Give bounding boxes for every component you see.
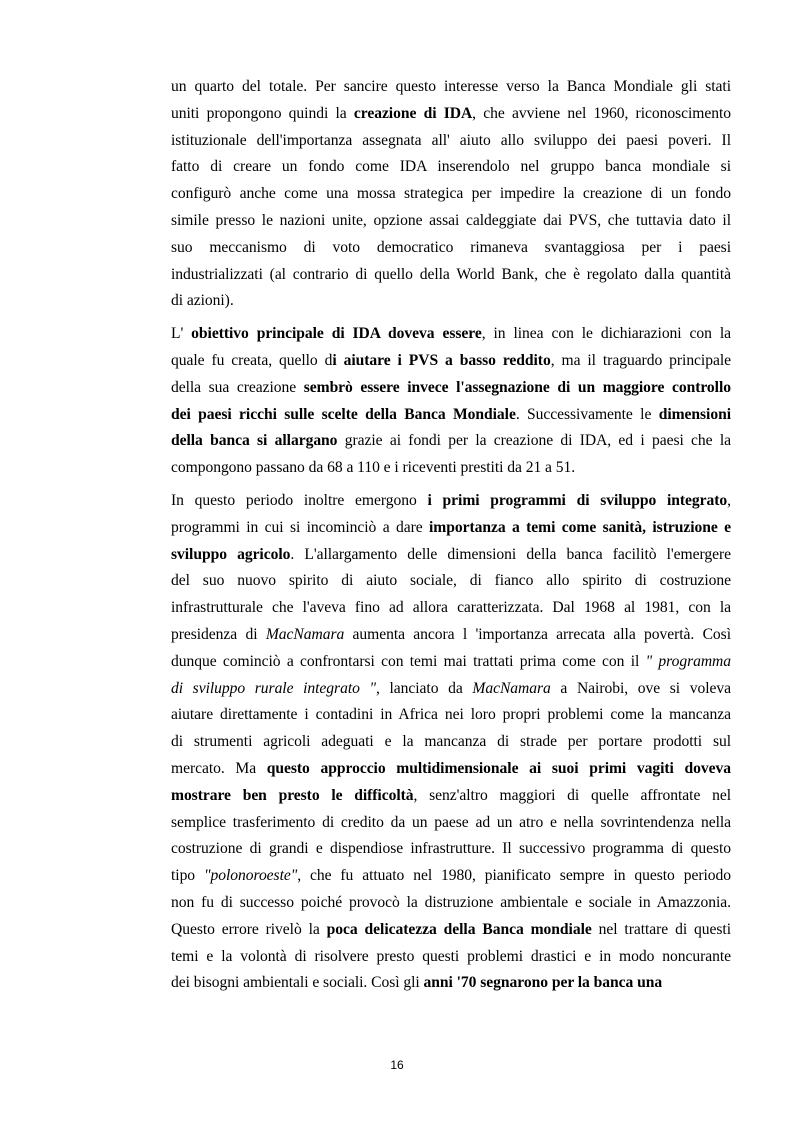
paragraph-ida-creation xyxy=(171,74,731,315)
text-run: presidenza di xyxy=(171,625,266,643)
text-run: . L'allargamento delle dimensioni della banca facilitò l'emergere xyxy=(290,545,731,563)
text-run: In questo periodo inoltre emergono xyxy=(171,491,428,509)
text-line xyxy=(171,321,731,348)
text-run: infrastrutturale che l'aveva fino ad allora caratterizzata. Dal 1968 al 1981, con la xyxy=(171,599,731,617)
text-run: grazie ai fondi per la creazione di IDA, ed i paesi che la xyxy=(337,432,731,450)
text-line xyxy=(171,836,731,863)
text-run: , in linea con le dichiarazioni con la xyxy=(481,325,731,343)
text-line xyxy=(171,649,731,676)
text-run: a Nairobi, ove si voleva xyxy=(550,679,731,697)
text-line xyxy=(171,944,731,971)
text-run: semplice trasferimento di credito da un paese ad un atro e nella sovrintendenza nella xyxy=(171,813,731,831)
text-run: compongono passano da 68 a 110 e i riceventi prestiti da 21 a 51. xyxy=(171,459,576,477)
text-line xyxy=(171,702,731,729)
bold-text: poca delicatezza della Banca mondiale xyxy=(326,920,592,938)
text-run: aumenta ancora l 'importanza arrecata alla povertà. Così xyxy=(344,625,731,643)
text-line xyxy=(171,917,731,944)
bold-text: anni '70 segnarono per la banca una xyxy=(423,974,663,992)
text-line xyxy=(171,402,731,429)
bold-text: obiettivo principale di IDA doveva essere xyxy=(191,325,482,343)
bold-text: sviluppo agricolo xyxy=(171,545,291,563)
text-line xyxy=(171,128,731,155)
text-line xyxy=(171,515,731,542)
text-line xyxy=(171,676,731,703)
bold-text: sembrò essere invece l'assegnazione di un maggiore controllo xyxy=(303,378,731,396)
text-run: dei bisogni ambientali e sociali. Così gli xyxy=(171,974,424,992)
text-line xyxy=(171,235,731,262)
italic-text: di sviluppo rurale integrato " xyxy=(171,679,376,697)
text-run: mercato. Ma xyxy=(171,759,267,777)
text-run: , ma il traguardo principale xyxy=(550,351,731,369)
bold-text: dimensioni xyxy=(658,405,731,423)
text-line xyxy=(171,154,731,181)
text-run: industrializzati (al contrario di quello della World Bank, che è regolato dalla quantità xyxy=(171,265,731,283)
text-line xyxy=(171,810,731,837)
italic-text: MacNamara xyxy=(265,625,345,643)
text-line xyxy=(171,568,731,595)
text-line xyxy=(171,428,731,455)
document-body xyxy=(171,74,731,1003)
text-run: istituzionale dell'importanza assegnata all' aiuto allo sviluppo dei paesi poveri. Il xyxy=(171,131,731,149)
text-run: dunque cominciò a confrontarsi con temi mai trattati prima come con il xyxy=(171,652,646,670)
bold-text: mostrare ben presto le difficoltà xyxy=(171,786,414,804)
bold-text: della banca si allargano xyxy=(171,432,338,450)
text-run: , che avviene nel 1960, riconoscimento xyxy=(472,104,731,122)
text-run: , che fu attuato nel 1980, pianificato sempre in questo periodo xyxy=(297,867,731,885)
italic-text: "polonoroeste" xyxy=(203,867,298,885)
bold-text: i primi programmi di sviluppo integrato xyxy=(427,491,728,509)
text-line xyxy=(171,208,731,235)
text-run: , senz'altro maggiori di quelle affrontate nel xyxy=(413,786,731,804)
text-line xyxy=(171,74,731,101)
text-run: del suo nuovo spirito di aiuto sociale, di fianco allo spirito di costruzione xyxy=(171,572,731,590)
text-run: L' xyxy=(171,325,192,343)
text-run: quale fu creata, quello d xyxy=(171,351,333,369)
text-run: configurò anche come una mossa strategica per impedire la creazione di un fondo xyxy=(171,185,731,203)
text-run: suo meccanismo di voto democratico rimaneva svantaggiosa per i paesi xyxy=(171,238,731,256)
text-run: non fu di successo poiché provocò la distruzione ambientale e sociale in Amazzonia. xyxy=(171,893,731,911)
text-run: della sua creazione xyxy=(171,378,304,396)
text-line xyxy=(171,595,731,622)
text-run: di azioni). xyxy=(171,292,234,310)
text-line xyxy=(171,863,731,890)
text-run: simile presso le nazioni unite, opzione assai caldeggiate dai PVS, che tuttavia dato il xyxy=(171,211,731,229)
text-line xyxy=(171,101,731,128)
text-line xyxy=(171,262,731,289)
text-line xyxy=(171,890,731,917)
text-line xyxy=(171,375,731,402)
italic-text: MacNamara xyxy=(472,679,551,697)
text-run: temi e la volontà di risolvere presto questi problemi drastici e in modo noncurante xyxy=(171,947,731,965)
text-run: , lanciato da xyxy=(376,679,473,697)
text-line xyxy=(171,542,731,569)
text-run: fatto di creare un fondo come IDA inserendolo nel gruppo banca mondiale si xyxy=(171,158,731,176)
paragraph-integrated-programs xyxy=(171,488,731,997)
bold-text: creazione di IDA xyxy=(353,104,473,122)
text-line xyxy=(171,970,731,997)
text-line xyxy=(171,756,731,783)
text-run: tipo xyxy=(171,867,204,885)
text-line xyxy=(171,181,731,208)
text-line xyxy=(171,455,731,482)
bold-text: importanza a temi come sanità, istruzione e xyxy=(429,518,731,536)
italic-text: " programma xyxy=(645,652,731,670)
bold-text: questo approccio multidimensionale ai suoi primi vagiti doveva xyxy=(266,759,731,777)
text-line xyxy=(171,288,731,315)
text-run: Questo errore rivelò la xyxy=(171,920,327,938)
text-line xyxy=(171,729,731,756)
bold-text: dei paesi ricchi sulle scelte della Banca Mondiale xyxy=(171,405,516,423)
text-line xyxy=(171,348,731,375)
text-run: uniti propongono quindi la xyxy=(171,104,354,122)
text-run: costruzione di grandi e dispendiose infrastrutture. Il successivo programma di questo xyxy=(171,840,731,858)
text-run: programmi in cui si incominciò a dare xyxy=(171,518,429,536)
text-line xyxy=(171,488,731,515)
paragraph-ida-objective xyxy=(171,321,731,482)
page-number: 16 xyxy=(390,1058,404,1072)
text-line xyxy=(171,622,731,649)
text-line xyxy=(171,783,731,810)
text-run: , xyxy=(727,491,731,509)
text-run: . Successivamente le xyxy=(515,405,659,423)
bold-text: i aiutare i PVS a basso reddito xyxy=(332,351,551,369)
text-run: di strumenti agricoli adeguati e la mancanza di strade per portare prodotti sul xyxy=(171,733,731,751)
text-run: nel trattare di questi xyxy=(591,920,731,938)
text-run: aiutare direttamente i contadini in Africa nei loro propri problemi come la mancanza xyxy=(171,706,731,724)
text-run: un quarto del totale. Per sancire questo interesse verso la Banca Mondiale gli stati xyxy=(171,78,731,95)
